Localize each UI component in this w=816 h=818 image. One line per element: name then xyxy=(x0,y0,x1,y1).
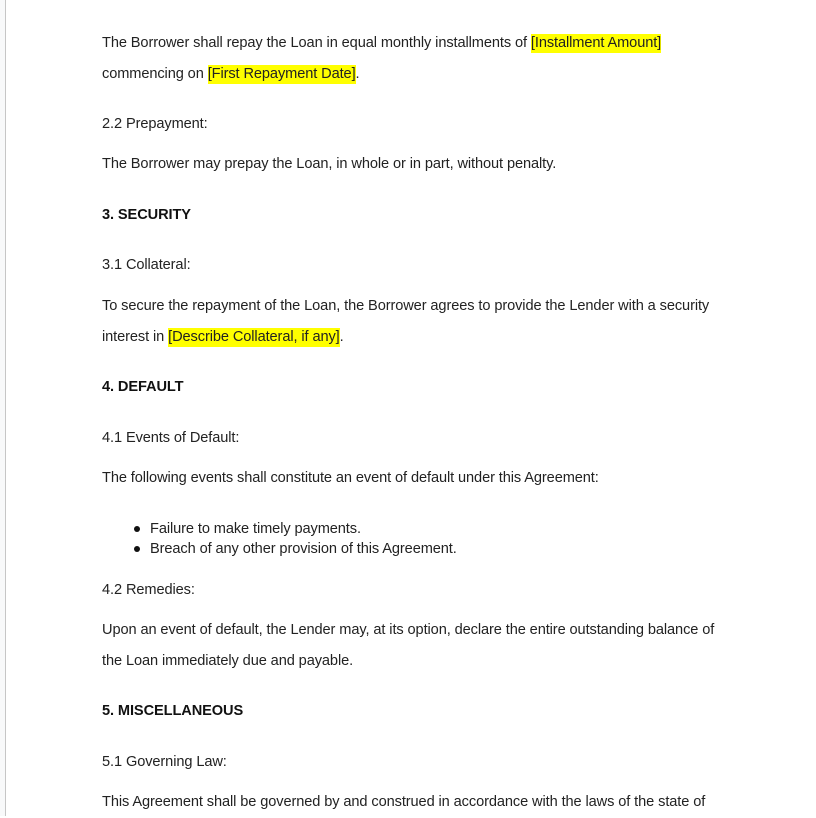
collateral-paragraph[interactable] xyxy=(102,291,742,352)
remedies-paragraph xyxy=(102,615,742,676)
governing-law-paragraph xyxy=(102,787,742,818)
installment-amount-placeholder[interactable]: [Installment Amount] xyxy=(530,35,662,51)
governing-law-line-1: This Agreement shall be governed by and construed in accordance with the laws of the state of xyxy=(102,794,706,810)
default-heading: 4. DEFAULT xyxy=(102,379,184,395)
list-item: Failure to make timely payments. xyxy=(102,519,457,539)
collateral-heading: 3.1 Collateral: xyxy=(102,257,191,273)
events-of-default-heading: 4.1 Events of Default: xyxy=(102,430,240,446)
miscellaneous-heading: 5. MISCELLANEOUS xyxy=(102,703,244,719)
remedies-line-2: the Loan immediately due and payable. xyxy=(102,652,354,669)
repayment-paragraph[interactable] xyxy=(102,28,742,89)
collateral-line-2: interest in [Describe Collateral, if any]. xyxy=(102,328,344,345)
collateral-line-1: To secure the repayment of the Loan, the Borrower agrees to provide the Lender with a security xyxy=(102,298,710,314)
first-repayment-date-placeholder[interactable]: [First Repayment Date] xyxy=(207,65,356,82)
remedies-heading: 4.2 Remedies: xyxy=(102,582,195,598)
document-page[interactable] xyxy=(6,0,816,816)
collateral-placeholder[interactable]: [Describe Collateral, if any] xyxy=(168,328,340,345)
prepayment-heading: 2.2 Prepayment: xyxy=(102,116,208,132)
governing-law-heading: 5.1 Governing Law: xyxy=(102,754,227,770)
events-of-default-paragraph: The following events shall constitute an event of default under this Agreement: xyxy=(102,470,599,486)
bullet-icon xyxy=(134,526,140,532)
security-heading: 3. SECURITY xyxy=(102,207,191,223)
prepayment-paragraph: The Borrower may prepay the Loan, in whole or in part, without penalty. xyxy=(102,156,557,172)
bullet-icon xyxy=(134,546,140,552)
repayment-line-1: The Borrower shall repay the Loan in equal monthly installments of [Installment Amount] xyxy=(102,35,662,51)
default-events-list xyxy=(102,519,457,559)
remedies-line-1: Upon an event of default, the Lender may, at its option, declare the entire outstanding balance of xyxy=(102,622,715,638)
list-item: Breach of any other provision of this Agreement. xyxy=(102,539,457,559)
repayment-line-2: commencing on [First Repayment Date]. xyxy=(102,65,360,82)
